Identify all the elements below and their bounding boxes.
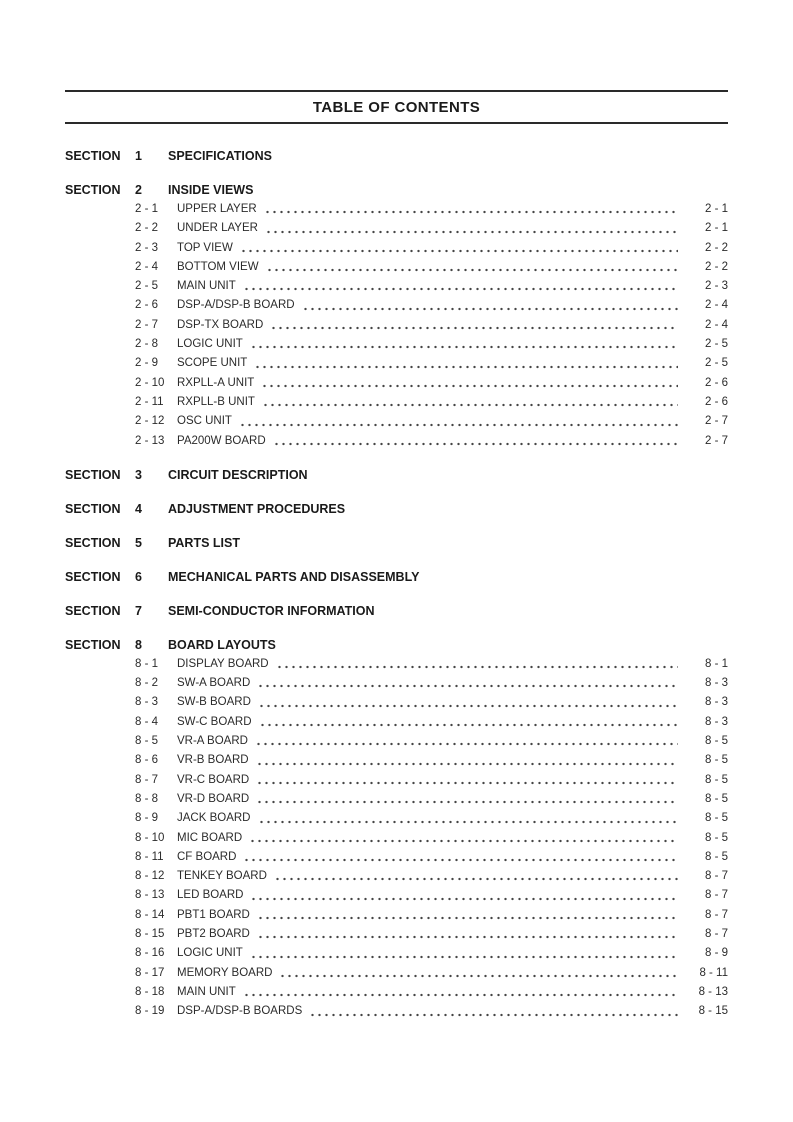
dot-leader bbox=[266, 258, 678, 277]
entry-page: 2 - 2 bbox=[704, 241, 728, 254]
section-heading-7 bbox=[65, 601, 728, 621]
entry-page: 2 - 4 bbox=[704, 299, 728, 312]
entry-page: 2 - 1 bbox=[704, 203, 728, 215]
entry-title: SW-A BOARD bbox=[177, 677, 251, 690]
dot-leader bbox=[262, 393, 678, 412]
entry-page: 8 - 7 bbox=[704, 908, 728, 921]
toc-entry bbox=[65, 674, 728, 693]
dot-leader bbox=[258, 809, 679, 828]
dot-leader bbox=[239, 412, 678, 431]
dot-leader bbox=[256, 771, 678, 790]
entry-number: 8 - 16 bbox=[135, 947, 165, 960]
entry-title: DSP-A/DSP-B BOARDS bbox=[177, 1005, 303, 1018]
toc-header bbox=[65, 90, 728, 124]
section-title: CIRCUIT DESCRIPTION bbox=[168, 467, 308, 482]
entry-number: 8 - 11 bbox=[135, 850, 164, 863]
entry-title: MIC BOARD bbox=[177, 831, 243, 844]
dot-leader bbox=[259, 713, 678, 732]
entry-page: 8 - 3 bbox=[704, 677, 728, 690]
toc-entry bbox=[65, 335, 728, 354]
section-label: SECTION bbox=[65, 569, 121, 584]
section-number: 1 bbox=[135, 149, 142, 163]
entry-title: PBT1 BOARD bbox=[177, 908, 250, 921]
entry-number: 8 - 8 bbox=[135, 792, 159, 805]
section-heading-8 bbox=[65, 635, 728, 655]
entry-number: 2 - 7 bbox=[135, 318, 159, 331]
entry-title: RXPLL-B UNIT bbox=[177, 395, 255, 408]
toc-entry bbox=[65, 258, 728, 277]
entry-page: 2 - 4 bbox=[704, 318, 728, 331]
section-title: SPECIFICATIONS bbox=[168, 149, 272, 163]
section-2-entries bbox=[65, 200, 728, 451]
entry-number: 8 - 6 bbox=[135, 754, 159, 767]
dot-leader bbox=[302, 296, 678, 315]
entry-page: 8 - 5 bbox=[704, 792, 728, 805]
page-title: TABLE OF CONTENTS bbox=[312, 98, 481, 116]
entry-number: 8 - 19 bbox=[135, 1005, 165, 1018]
section-title: SEMI-CONDUCTOR INFORMATION bbox=[168, 603, 375, 618]
entry-page: 8 - 13 bbox=[698, 985, 728, 998]
entry-page: 2 - 6 bbox=[704, 376, 728, 389]
entry-number: 2 - 9 bbox=[135, 357, 159, 370]
entry-title: PBT2 BOARD bbox=[177, 928, 250, 941]
toc-entry bbox=[65, 925, 728, 944]
section-title: INSIDE VIEWS bbox=[168, 183, 254, 197]
toc-entry bbox=[65, 848, 728, 867]
entry-number: 8 - 2 bbox=[135, 677, 159, 690]
entry-number: 8 - 12 bbox=[135, 870, 165, 883]
section-number: 7 bbox=[135, 603, 142, 618]
dot-leader bbox=[309, 1002, 678, 1021]
entry-page: 2 - 5 bbox=[704, 338, 728, 351]
entry-title: LED BOARD bbox=[177, 889, 244, 902]
dot-leader bbox=[250, 335, 678, 354]
toc-entry bbox=[65, 906, 728, 925]
entry-title: VR-A BOARD bbox=[177, 735, 248, 748]
toc-entry bbox=[65, 771, 728, 790]
entry-number: 8 - 18 bbox=[135, 985, 165, 998]
toc-entry bbox=[65, 219, 728, 238]
dot-leader bbox=[256, 751, 678, 770]
dot-leader bbox=[243, 983, 678, 1002]
section-label: SECTION bbox=[65, 467, 121, 482]
section-8-entries bbox=[65, 655, 728, 1022]
entry-number: 8 - 13 bbox=[135, 889, 165, 902]
entry-number: 2 - 3 bbox=[135, 241, 159, 254]
section-label: SECTION bbox=[65, 501, 121, 516]
toc-entry bbox=[65, 296, 728, 315]
section-title: MECHANICAL PARTS AND DISASSEMBLY bbox=[168, 569, 420, 584]
entry-page: 8 - 9 bbox=[704, 947, 728, 960]
entry-number: 2 - 5 bbox=[135, 280, 159, 293]
toc-entry bbox=[65, 354, 728, 373]
dot-leader bbox=[250, 944, 678, 963]
entry-number: 8 - 15 bbox=[135, 928, 165, 941]
toc-entry bbox=[65, 1002, 728, 1021]
entry-page: 8 - 3 bbox=[704, 715, 728, 728]
dot-leader bbox=[273, 432, 678, 451]
section-heading-5 bbox=[65, 533, 728, 553]
entry-number: 8 - 9 bbox=[135, 812, 159, 825]
entry-page: 8 - 5 bbox=[704, 773, 728, 786]
entry-page: 8 - 3 bbox=[704, 696, 728, 709]
section-label: SECTION bbox=[65, 637, 121, 652]
section-label: SECTION bbox=[65, 535, 121, 550]
toc-entry bbox=[65, 809, 728, 828]
toc-entry bbox=[65, 239, 728, 258]
toc-entry bbox=[65, 867, 728, 886]
toc-entry bbox=[65, 751, 728, 770]
entry-page: 2 - 7 bbox=[704, 434, 728, 447]
toc-entry bbox=[65, 964, 728, 983]
entry-title: SW-B BOARD bbox=[177, 696, 251, 709]
entry-number: 8 - 17 bbox=[135, 966, 165, 979]
entry-page: 2 - 5 bbox=[704, 357, 728, 370]
dot-leader bbox=[254, 354, 678, 373]
entry-number: 2 - 1 bbox=[135, 203, 159, 215]
entry-number: 2 - 4 bbox=[135, 260, 159, 273]
toc-entry bbox=[65, 277, 728, 296]
entry-number: 8 - 4 bbox=[135, 715, 159, 728]
section-label: SECTION bbox=[65, 183, 121, 197]
entry-number: 8 - 10 bbox=[135, 831, 165, 844]
entry-page: 2 - 6 bbox=[704, 395, 728, 408]
dot-leader bbox=[243, 848, 678, 867]
entry-title: CF BOARD bbox=[177, 850, 237, 863]
entry-title: PA200W BOARD bbox=[177, 434, 266, 447]
dot-leader bbox=[255, 732, 678, 751]
toc-entry bbox=[65, 944, 728, 963]
dot-leader bbox=[274, 867, 678, 886]
entry-number: 2 - 6 bbox=[135, 299, 159, 312]
entry-title: VR-C BOARD bbox=[177, 773, 250, 786]
entry-title: BOTTOM VIEW bbox=[177, 260, 259, 273]
entry-title: JACK BOARD bbox=[177, 812, 251, 825]
section-number: 3 bbox=[135, 467, 142, 482]
entry-title: MEMORY BOARD bbox=[177, 966, 273, 979]
section-heading-6 bbox=[65, 567, 728, 587]
entry-page: 8 - 7 bbox=[704, 870, 728, 883]
section-heading-2 bbox=[65, 180, 728, 200]
entry-number: 8 - 5 bbox=[135, 735, 159, 748]
entry-title: DSP-TX BOARD bbox=[177, 318, 264, 331]
entry-number: 8 - 1 bbox=[135, 657, 159, 670]
entry-title: MAIN UNIT bbox=[177, 280, 236, 293]
entry-number: 2 - 13 bbox=[135, 434, 165, 447]
entry-page: 8 - 1 bbox=[704, 657, 728, 670]
entry-title: UNDER LAYER bbox=[177, 222, 258, 235]
section-label: SECTION bbox=[65, 149, 121, 163]
section-number: 2 bbox=[135, 183, 142, 197]
toc-entry bbox=[65, 200, 728, 219]
entry-title: OSC UNIT bbox=[177, 415, 232, 428]
entry-title: SCOPE UNIT bbox=[177, 357, 248, 370]
entry-title: VR-B BOARD bbox=[177, 754, 249, 767]
section-number: 4 bbox=[135, 501, 142, 516]
entry-page: 8 - 5 bbox=[704, 812, 728, 825]
entry-page: 2 - 3 bbox=[704, 280, 728, 293]
section-title: BOARD LAYOUTS bbox=[168, 637, 276, 652]
entry-page: 2 - 2 bbox=[704, 260, 728, 273]
entry-number: 2 - 8 bbox=[135, 338, 159, 351]
dot-leader bbox=[257, 906, 678, 925]
dot-leader bbox=[256, 790, 678, 809]
toc-entry bbox=[65, 983, 728, 1002]
section-heading-3 bbox=[65, 465, 728, 485]
entry-title: SW-C BOARD bbox=[177, 715, 252, 728]
entry-title: TENKEY BOARD bbox=[177, 870, 267, 883]
entry-title: RXPLL-A UNIT bbox=[177, 376, 255, 389]
dot-leader bbox=[250, 886, 678, 905]
entry-title: MAIN UNIT bbox=[177, 985, 236, 998]
entry-number: 8 - 7 bbox=[135, 773, 159, 786]
toc-entry bbox=[65, 693, 728, 712]
dot-leader bbox=[270, 316, 678, 335]
entry-number: 2 - 10 bbox=[135, 376, 165, 389]
dot-leader bbox=[257, 674, 678, 693]
entry-title: VR-D BOARD bbox=[177, 792, 250, 805]
entry-page: 8 - 5 bbox=[704, 754, 728, 767]
dot-leader bbox=[265, 219, 678, 238]
entry-number: 2 - 2 bbox=[135, 222, 159, 235]
entry-title: DSP-A/DSP-B BOARD bbox=[177, 299, 295, 312]
dot-leader bbox=[257, 925, 678, 944]
entry-page: 8 - 11 bbox=[699, 966, 728, 979]
dot-leader bbox=[261, 374, 678, 393]
entry-title: TOP VIEW bbox=[177, 241, 233, 254]
section-number: 8 bbox=[135, 637, 142, 652]
entry-page: 2 - 7 bbox=[704, 415, 728, 428]
entry-number: 2 - 11 bbox=[135, 395, 164, 408]
entry-page: 8 - 5 bbox=[704, 831, 728, 844]
entry-title: UPPER LAYER bbox=[177, 203, 257, 215]
entry-page: 2 - 1 bbox=[704, 222, 728, 235]
entry-page: 8 - 7 bbox=[704, 928, 728, 941]
dot-leader bbox=[276, 655, 678, 674]
toc-entry bbox=[65, 432, 728, 451]
toc-entry bbox=[65, 316, 728, 335]
entry-title: LOGIC UNIT bbox=[177, 947, 243, 960]
section-heading-1 bbox=[65, 146, 728, 166]
entry-title: LOGIC UNIT bbox=[177, 338, 243, 351]
section-label: SECTION bbox=[65, 603, 121, 618]
section-title: PARTS LIST bbox=[168, 535, 240, 550]
entry-title: DISPLAY BOARD bbox=[177, 657, 269, 670]
entry-page: 8 - 7 bbox=[704, 889, 728, 902]
toc-entry bbox=[65, 412, 728, 431]
toc-entry bbox=[65, 655, 728, 674]
dot-leader bbox=[258, 693, 678, 712]
entry-number: 8 - 14 bbox=[135, 908, 165, 921]
toc-entry bbox=[65, 393, 728, 412]
dot-leader bbox=[249, 829, 678, 848]
entry-number: 8 - 3 bbox=[135, 696, 159, 709]
section-number: 6 bbox=[135, 569, 142, 584]
entry-page: 8 - 15 bbox=[698, 1005, 728, 1018]
dot-leader bbox=[264, 200, 678, 219]
dot-leader bbox=[279, 964, 678, 983]
toc-entry bbox=[65, 886, 728, 905]
entry-page: 8 - 5 bbox=[704, 850, 728, 863]
toc-entry bbox=[65, 732, 728, 751]
entry-number: 2 - 12 bbox=[135, 415, 165, 428]
toc-entry bbox=[65, 790, 728, 809]
dot-leader bbox=[243, 277, 678, 296]
toc-entry bbox=[65, 713, 728, 732]
toc-entry bbox=[65, 374, 728, 393]
section-heading-4 bbox=[65, 499, 728, 519]
section-title: ADJUSTMENT PROCEDURES bbox=[168, 501, 346, 516]
entry-page: 8 - 5 bbox=[704, 735, 728, 748]
dot-leader bbox=[240, 239, 678, 258]
toc-entry bbox=[65, 829, 728, 848]
section-number: 5 bbox=[135, 535, 142, 550]
